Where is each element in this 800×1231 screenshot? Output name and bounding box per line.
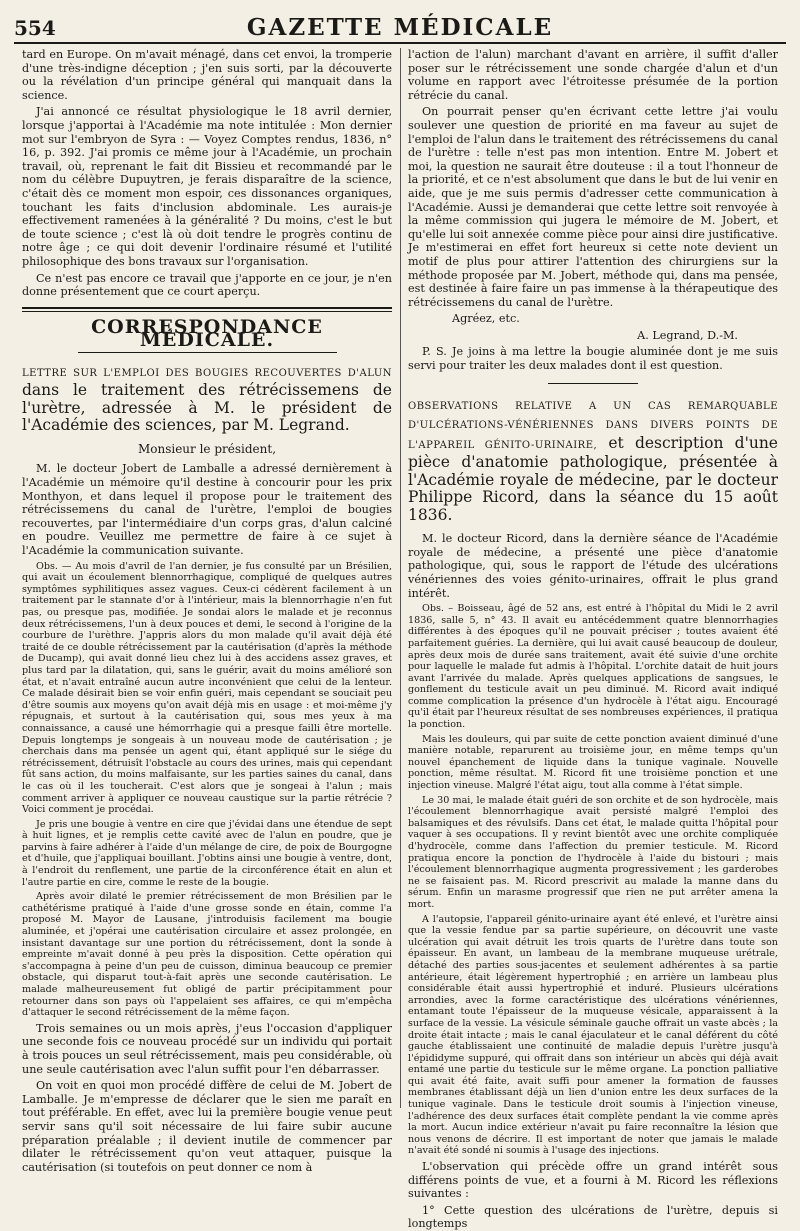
journal-title: GAZETTE MÉDICALE (246, 14, 554, 41)
paragraph: On pourrait penser qu'en écrivant cette lettre j'ai voulu soulever une question de priorité en ma faveur au sujet de l'emploi de l'alun dans le traitement des rétrécissemens du canal de l'urètre : telle n'est pas mon intention. Entre M. Jobert et moi, la question ne saurait être douteuse : il a tout l'honneur de la priorité, et ce n'est absolument que dans le but de lui venir en aide, que je me suis permis d'adresser cette communication à l'Académie. Aussi je demanderai que cette lettre soit renvoyée à la même commission qui jugera le mémoire de M. Jobert, et qu'elle lui soit annexée comme pièce pour ainsi dire justificative. Je m'estimerai en effet fort heureux si cette note devient un motif de plus pour attirer l'attention des chirurgiens sur la méthode proposée par M. Jobert, méthode qui, dans ma pensée, est destinée à faire faire un pas immense à la thérapeutique des rétrécissemens du canal de l'urètre. (408, 105, 778, 309)
article-title-caps: OBSERVATIONS RELATIVE A UN CAS REMARQUABLE D'ULCÉRATIONS-VÉNÉRIENNES DANS DIVERS POINTS DE L'APPAREIL GÉNITO-URINAIRE, (408, 400, 778, 451)
section-separator (22, 307, 392, 313)
observation-text: Obs. — Au mois d'avril de l'an dernier, je fus consulté par un Brésilien, qui avait un écoulement blennorrhagique, compliqué de quelques autres symptômes syphilitiques assez vagues. Ceux-ci cédèrent facilement à un traitement par le stannate d'or à l'intérieur, mais la blennorrhagie n'en fut pas, ou presque pas, modifiée. Je sondai alors le malade et je reconnus deux rétrécissemens, l'un à deux pouces et demi, le second à l'origine de la courbure de l'urèthre. J'appris alors du mon malade qu'il avait déjà été traité de ce double rétrécissement par la cautérisation (d'après la méthode de Ducamp), qui avait donné lieu chez lui à des accidens assez graves, et plus tard par la dilatation, qui, sans le guérir, avait du moins amélioré son état, et n'avait entraîné aucun autre inconvénient que celui de la lenteur. Ce malade désirait bien se voir enfin guéri, mais cependant se souciait peu d'être soumis aux moyens qu'on avait déjà mis en usage : et moi-même j'y répugnais, et surtout à la cautérisation qui, sous mes yeux à ma connaissance, a causé une hémorrhagie qui a presque failli être mortelle. Depuis longtemps je songeais à un nouveau mode de cautérisation ; je cherchais dans ma pensée un agent qui, étant appliqué sur le siége du rétrécissement, détruisît l'obstacle au cours des urines, mais qui cependant fût sans action, du moins malfaisante, sur les parties saines du canal, dans le cas où il les toucherait. C'est alors que je songeai à l'alun ; mais comment arriver à appliquer ce nouveau caustique sur la partie rétrécie ? Voici comment je procédai. (22, 560, 392, 816)
paragraph: On voit en quoi mon procédé diffère de celui de M. Jobert de Lamballe. Je m'empresse de déclarer que le sien me paraît en tout préférable. En effet, avec lui la première bougie venue peut servir sans qu'il soit nécessaire de lui faire subir aucune préparation préalable ; il devient inutile de commencer par dilater le rétrécissement qu'on veut attaquer, puisque la cautérisation (si toutefois on peut donner ce nom à (22, 1079, 392, 1174)
left-column (22, 48, 392, 1174)
paragraph: 1° Cette question des ulcérations de l'urètre, depuis si longtemps (408, 1203, 778, 1231)
observation-text: Je pris une bougie à ventre en cire que j'évidai dans une étendue de sept à huit lignes, et je remplis cette cavité avec de l'alun en poudre, que je parvins à faire adhérer à l'aide d'un mélange de cire, de poix de Bourgogne et d'huile, que j'appliquai bouillant. J'obtins ainsi une bougie à ventre, dont, à l'endroit du renflement, une partie de la circonférence était en alun et l'autre partie en cire, comme le reste de la bougie. (22, 818, 392, 888)
paragraph: Trois semaines ou un mois après, j'eus l'occasion d'appliquer une seconde fois ce nouveau procédé sur un individu qui portait à trois pouces un seul rétrécissement, mais peu considérable, où une seule cautérisation avec l'alun suffit pour l'en débarrasser. (22, 1021, 392, 1076)
header-rule (14, 42, 786, 44)
observation-text: Après avoir dilaté le premier rétrécissement de mon Brésilien par le cathétérisme pratiqué à l'aide d'une grosse sonde en étain, comme l'a proposé M. Mayor de Lausane, j'introduisis facilement ma bougie aluminée, et j'opérai une cautérisation circulaire et assez prolongée, en insistant davantage sur une portion du rétrécissement, dont la sonde à empreinte m'avait donné à peu près la disposition. Cette opération qui s'accompagna à peine d'un peu de cuisson, diminua beaucoup ce premier obstacle, qui disparut tout-à-fait après une seconde cautérisation. Le malade malheureusement fut obligé de partir précipitamment pour retourner dans son pays où l'appelaient ses affaires, ce qui m'empêcha d'attaquer le second rétrécissement de la même façon. (22, 891, 392, 1019)
article-title-rest: et description d'une pièce d'anatomie pathologique, présentée à l'Académie royale de médecine, par le docteur Philippe Ricord, dans la séance du 15 août 1836. (408, 433, 778, 524)
observation-text: Le 30 mai, le malade était guéri de son orchite et de son hydrocèle, mais l'écoulement blennorrhagique avait persisté malgré l'emploi des balsamiques et des révulsifs. Dans cet état, le malade quitta l'hôpital pour vaquer à ses occupations. Il y revint bientôt avec une orchite compliquée d'hydrocèle, comme dans l'affection du premier testicule. M. Ricord pratiqua encore la ponction de l'hydrocèle à l'aide du bistouri ; mais l'écoulement blennorrhagique augmenta progressivement ; les garderobes ne se faisaient pas. M. Ricord prescrivit au malade la manne dans du sérum. Enfin un marasme progressif que rien ne put arrêter amena la mort. (408, 794, 778, 910)
section-title: CORRESPONDANCE MÉDICALE. (91, 315, 323, 352)
article-title (408, 396, 778, 525)
salutation: Monsieur le président, (137, 441, 277, 456)
paragraph: M. le docteur Jobert de Lamballe a adressé dernièrement à l'Académie un mémoire qu'il destine à concourir pour les prix Monthyon, et dans lequel il propose pour le traitement des rétrécissemens du canal de l'urètre, l'emploi de bougies recouvertes, par l'intermédiaire d'un corps gras, d'alun calciné en poudre. Veuillez me permettre de faire à ce sujet à l'Académie la communication suivante. (22, 462, 392, 558)
postscript: P. S. Je joins à ma lettre la bougie aluminée dont je me suis servi pour traiter les deux malades dont il est question. (408, 345, 778, 373)
title-rule (78, 352, 337, 353)
observation-text: Obs. – Boisseau, âgé de 52 ans, est entré à l'hôpital du Midi le 2 avril 1836, salle 5, n° 43. Il avait eu antécédemment quatre blennorrhagies différentes à des époques qu'il ne pouvait préciser ; toutes avaient été parfaitement guéries. La dernière, qui lui avait causé beaucoup de douleur, après deux mois de durée sans traitement, avait été suivie d'une orchite pour laquelle le malade fut admis à l'hôpital. L'orchite datait de huit jours avant l'arrivée du malade. Après quelques applications de sangsues, le gonflement du testicule avait un peu diminué. M. Ricord avait indiqué comme complication la présence d'un hydrocèle à l'état aigu. Encouragé qu'il était par l'heureux résultat de ses nombreuses expériences, il pratiqua la ponction. (408, 603, 778, 731)
paragraph: J'ai annoncé ce résultat physiologique le 18 avril dernier, lorsque j'apportai à l'Académie ma note intitulée : Mon dernier mot sur l'embryon de Syra : — Voyez Comptes rendus, 1836, n° 16, p. 392. J'ai promis ce même jour à l'Académie, un prochain travail, où, reprenant le fait dit Bissieu et recommandé par le nom du célèbre Dupuytren, je ferais disparaître de la science, c'était dès ce moment mon espoir, ces dissonances organiques, touchant les faits d'inclusion abdominale. Les aurais-je effectivement ramenées à la généralité ? Du moins, c'est le but de toute science ; c'est là où doit tendre le progrès continu de notre âge ; ce qui doit devenir l'ordinaire résumé et l'utilité philosophique des bons travaux sur l'organisation. (22, 105, 392, 268)
paragraph: tard en Europe. On m'avait ménagé, dans cet envoi, la tromperie d'une très-indigne déception ; j'en suis sorti, par la découverte ou la révélation d'un principe général qui manquait dans la science. (22, 48, 392, 102)
paragraph: Ce n'est pas encore ce travail que j'apporte en ce jour, je n'en donne présentement que ce court aperçu. (22, 271, 392, 299)
right-column (408, 48, 778, 1231)
column-divider (400, 48, 401, 1108)
observation-text: A l'autopsie, l'appareil génito-urinaire ayant été enlevé, et l'urètre ainsi que la vessie fendue par sa partie supérieure, on découvrit une vaste ulcération qui avait détruit les trois quarts de l'urètre dans toute son épaisseur. En avant, un lambeau de la membrane muqueuse urétrale, détaché des parties sous-jacentes et seulement adhérentes à sa partie antérieure, était légèrement hypertrophié ; en arrière un lambeau plus considérable était aussi hypertrophié et induré. Plusieurs ulcérations arrondies, avec la forme caractéristique des ulcérations vénériennes, entamant toute l'épaisseur de la muqueuse vésicale, apparaissent à la surface de la vessie. La vésicule séminale gauche offrait un vaste abcès ; la droite était intacte ; mais le canal éjaculateur et le canal déférent du côté gauche établissaient une continuité de maladie depuis l'urètre jusqu'à l'épididyme suppuré, qui offrait dans son intérieur un abcès qui déjà avait entamé une partie du testicule sur le même organe. La ponction palliative qui avait été faite, avait suffi pour amener la formation de fausses membranes établissant déjà un lien d'union entre les deux surfaces de la tunique vaginale. Dans le testicule droit soumis à l'injection vineuse, l'adhérence des deux surfaces était complète pendant la vie comme après la mort. Aucun indice extérieur n'avait pu faire reconnaître la lésion que nous venons de décrire. Il est important de noter que jamais le malade n'avait été sondé ni soumis à l'usage des injections. (408, 913, 778, 1157)
page-header (14, 12, 786, 42)
closing: Agréez, etc. (452, 312, 520, 326)
paragraph: M. le docteur Ricord, dans la dernière séance de l'Académie royale de médecine, a présenté une pièce d'anatomie pathologique, qui, sous le rapport de l'étude des ulcérations vénériennes des voies génito-urinaires, offrait le plus grand intérêt. (408, 532, 778, 600)
article-title-caps: LETTRE SUR L'EMPLOI DES BOUGIES RECOUVERTES D'ALUN (22, 367, 392, 379)
page-number: 554 (14, 16, 56, 40)
observation-text: Mais les douleurs, qui par suite de cette ponction avaient diminué d'une manière notable, reparurent au troisième jour, en même temps qu'un nouvel épanchement de liquide dans la tunique vaginale. Nouvelle ponction, même résultat. M. Ricord fit une troisième ponction et une injection vineuse. Malgré l'état aigu, tout alla comme à l'état simple. (408, 733, 778, 792)
paragraph: L'observation qui précède offre un grand intérêt sous différens points de vue, et a fourni à M. Ricord les réflexions suivantes : (408, 1160, 778, 1201)
article-title (22, 363, 392, 435)
signature: A. Legrand, D.-M. (637, 328, 738, 342)
article-title-rest: dans le traitement des rétrécissemens de l'urètre, adressée à M. le président de l'Académie des sciences, par M. Legrand. (22, 381, 392, 435)
paragraph: l'action de l'alun) marchant d'avant en arrière, il suffit d'aller poser sur le rétrécissement une sonde chargée d'alun et d'un volume en rapport avec l'étroitesse présumée de la portion rétrécie du canal. (408, 48, 778, 102)
article-separator (548, 383, 638, 384)
